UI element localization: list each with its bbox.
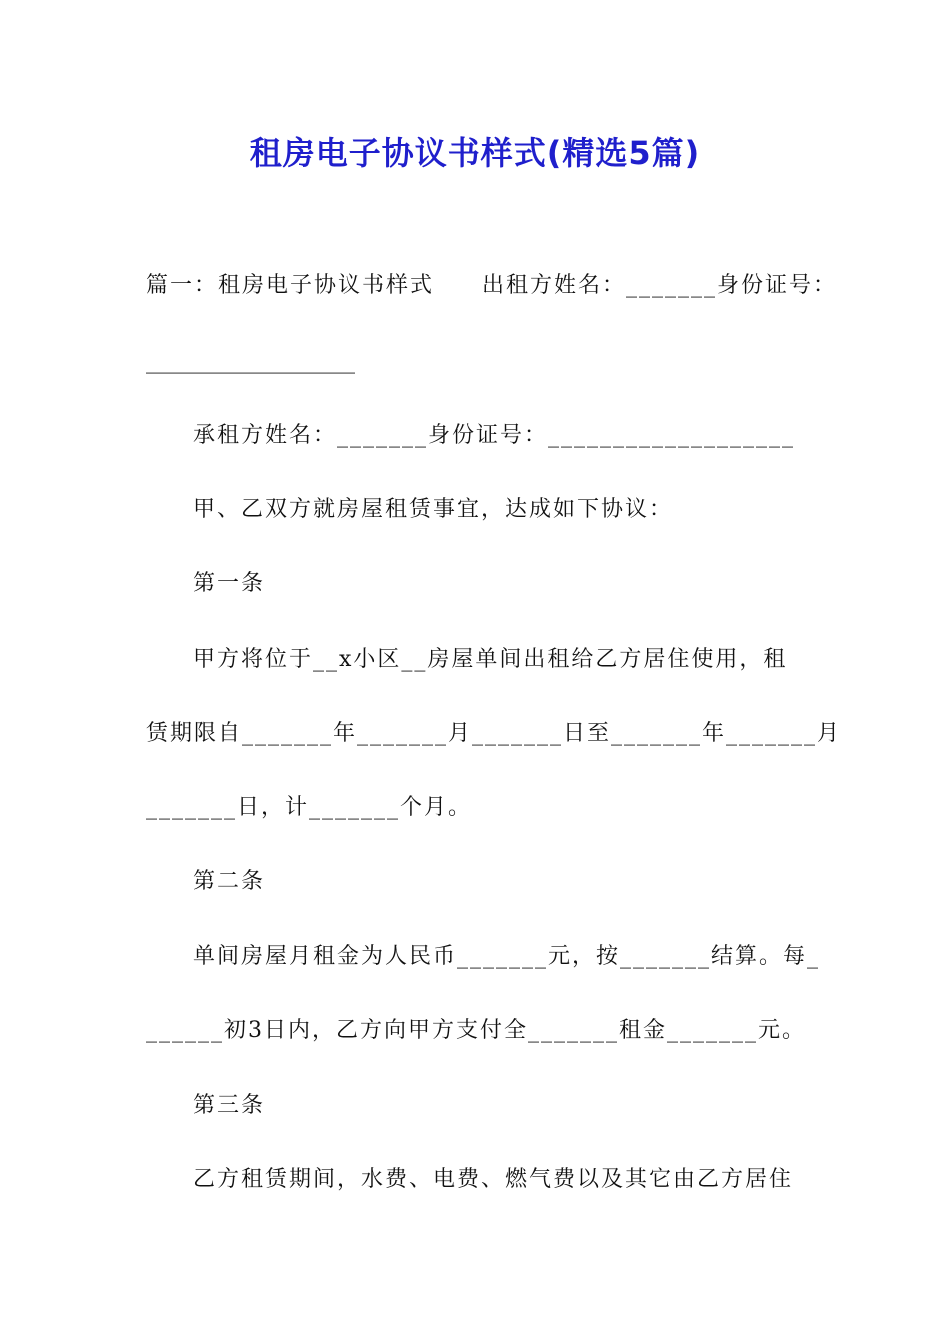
article-three-heading: 第三条 (193, 1093, 266, 1118)
article-two-text-line-2: ______初3日内，乙方向甲方支付全_______租金_______元。 (146, 1018, 806, 1043)
article-two-text-line-1: 单间房屋月租金为人民币_______元，按_______结算。每_ (193, 944, 821, 969)
article-one-text-line-3: _______日，计_______个月。 (146, 795, 473, 820)
section-heading-line: 篇一：租房电子协议书样式 出租方姓名：_______身份证号： (146, 273, 838, 298)
article-one-text-line-1: 甲方将位于__x小区__房屋单间出租给乙方居住使用，租 (193, 647, 788, 672)
article-one-text-line-2: 赁期限自_______年_______月_______日至_______年_______月 (146, 721, 842, 746)
agreement-intro-line: 甲、乙双方就房屋租赁事宜，达成如下协议： (193, 497, 674, 522)
id-number-blank-line: ___________________ (146, 349, 355, 374)
article-three-text-line-1: 乙方租赁期间，水费、电费、燃气费以及其它由乙方居住 (193, 1167, 794, 1192)
document-title: 租房电子协议书样式(精选5篇) (249, 134, 701, 172)
tenant-info-line: 承租方姓名：_______身份证号：___________________ (193, 423, 796, 448)
article-one-heading: 第一条 (193, 571, 266, 596)
article-two-heading: 第二条 (193, 869, 266, 894)
